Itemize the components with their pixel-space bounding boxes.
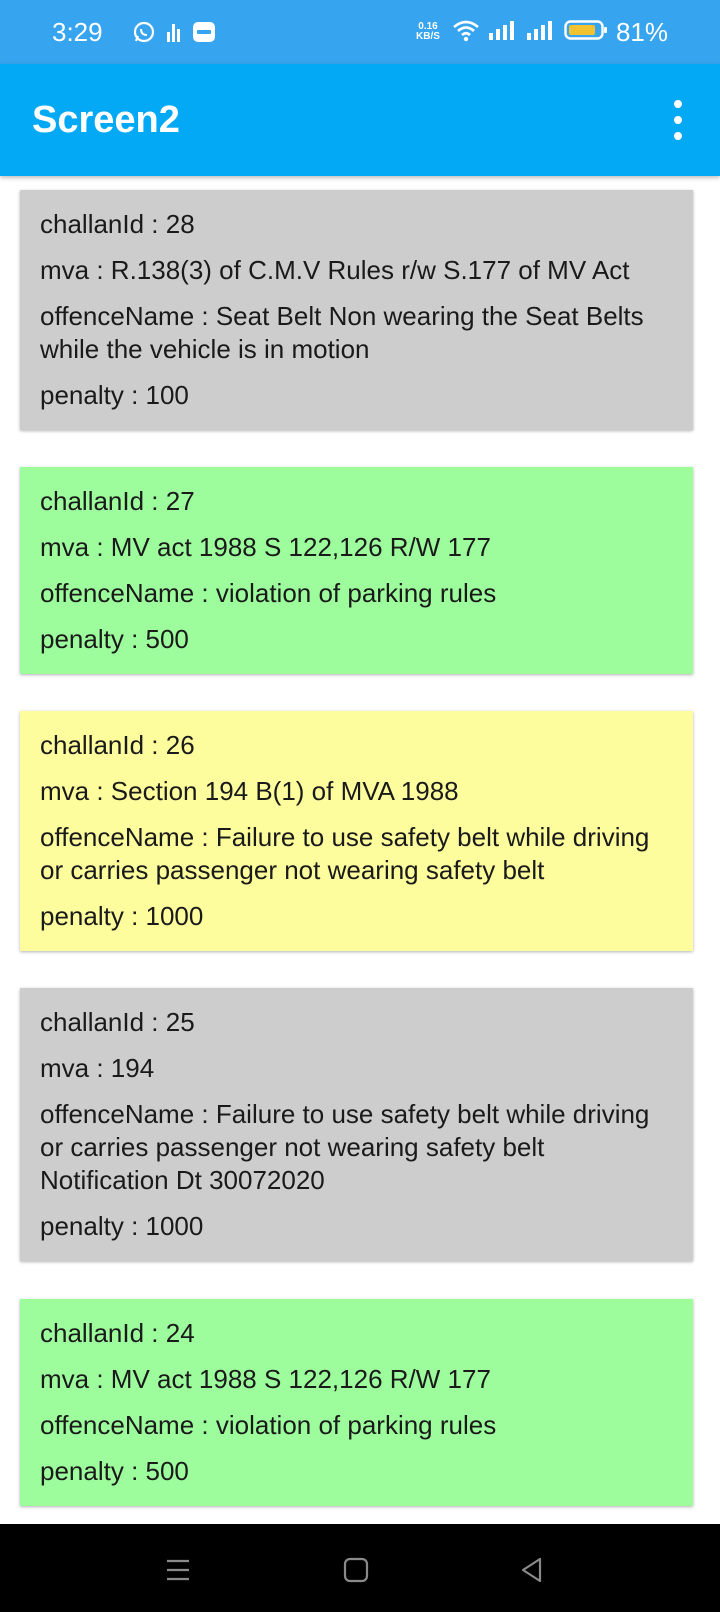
wifi-icon: [452, 18, 480, 47]
penalty-text: penalty : 500: [40, 1456, 189, 1486]
mva-text: mva : MV act 1988 S 122,126 R/W 177: [40, 532, 491, 562]
offence-name-text: offenceName : Seat Belt Non wearing the Seat Belts while the vehicle is in motion: [40, 301, 644, 364]
mva-text: mva : R.138(3) of C.M.V Rules r/w S.177 of MV Act: [40, 255, 630, 285]
battery-percent: 81%: [615, 17, 668, 47]
app-bar: [0, 64, 720, 176]
challan-id-text: challanId : 24: [40, 1318, 195, 1348]
network-speed: [416, 22, 440, 42]
offence-name-text: offenceName : Failure to use safety belt while driving or carries passenger not wearing safety belt: [40, 822, 650, 885]
penalty-text: penalty : 500: [40, 624, 189, 654]
menu-lines-icon[interactable]: [158, 1550, 198, 1590]
signal-bars-icon: [166, 20, 182, 49]
system-status-icons: [416, 16, 668, 48]
battery-icon: [564, 18, 608, 47]
challan-card[interactable]: [20, 190, 693, 430]
cell-signal-icon: [526, 18, 556, 47]
offence-name-text: offenceName : violation of parking rules: [40, 1410, 497, 1440]
whatsapp-icon: [132, 20, 156, 49]
mva-text: mva : 194: [40, 1053, 155, 1083]
mva-text: mva : Section 194 B(1) of MVA 1988: [40, 776, 459, 806]
challan-id-text: challanId : 28: [40, 209, 195, 239]
penalty-text: penalty : 1000: [40, 901, 204, 931]
paytm-icon: [192, 20, 216, 49]
system-nav-bar: [0, 1524, 720, 1612]
challan-card[interactable]: [20, 467, 693, 674]
mva-text: mva : MV act 1988 S 122,126 R/W 177: [40, 1364, 491, 1394]
cell-signal-icon: [488, 18, 518, 47]
network-speed-value: 0.16: [418, 21, 438, 32]
offence-name-text: offenceName : violation of parking rules: [40, 578, 497, 608]
home-square-icon[interactable]: [336, 1550, 376, 1590]
challan-id-text: challanId : 26: [40, 730, 195, 760]
penalty-text: penalty : 1000: [40, 1211, 204, 1241]
challan-list[interactable]: [0, 176, 720, 1524]
offence-name-text: offenceName : Failure to use safety belt while driving or carries passenger not wearing safety belt Notification Dt 30072020: [40, 1099, 650, 1195]
notification-icons: [132, 20, 216, 49]
status-bar: [0, 0, 720, 64]
challan-card[interactable]: [20, 711, 693, 951]
status-time: 3:29: [52, 17, 103, 47]
network-speed-unit: KB/S: [416, 31, 440, 42]
back-triangle-icon[interactable]: [512, 1550, 552, 1590]
challan-id-text: challanId : 25: [40, 1007, 195, 1037]
challan-card[interactable]: [20, 988, 693, 1261]
challan-card[interactable]: [20, 1299, 693, 1506]
challan-id-text: challanId : 27: [40, 486, 195, 516]
overflow-menu-icon[interactable]: [666, 100, 690, 140]
penalty-text: penalty : 100: [40, 380, 189, 410]
screen-title: Screen2: [32, 99, 180, 141]
